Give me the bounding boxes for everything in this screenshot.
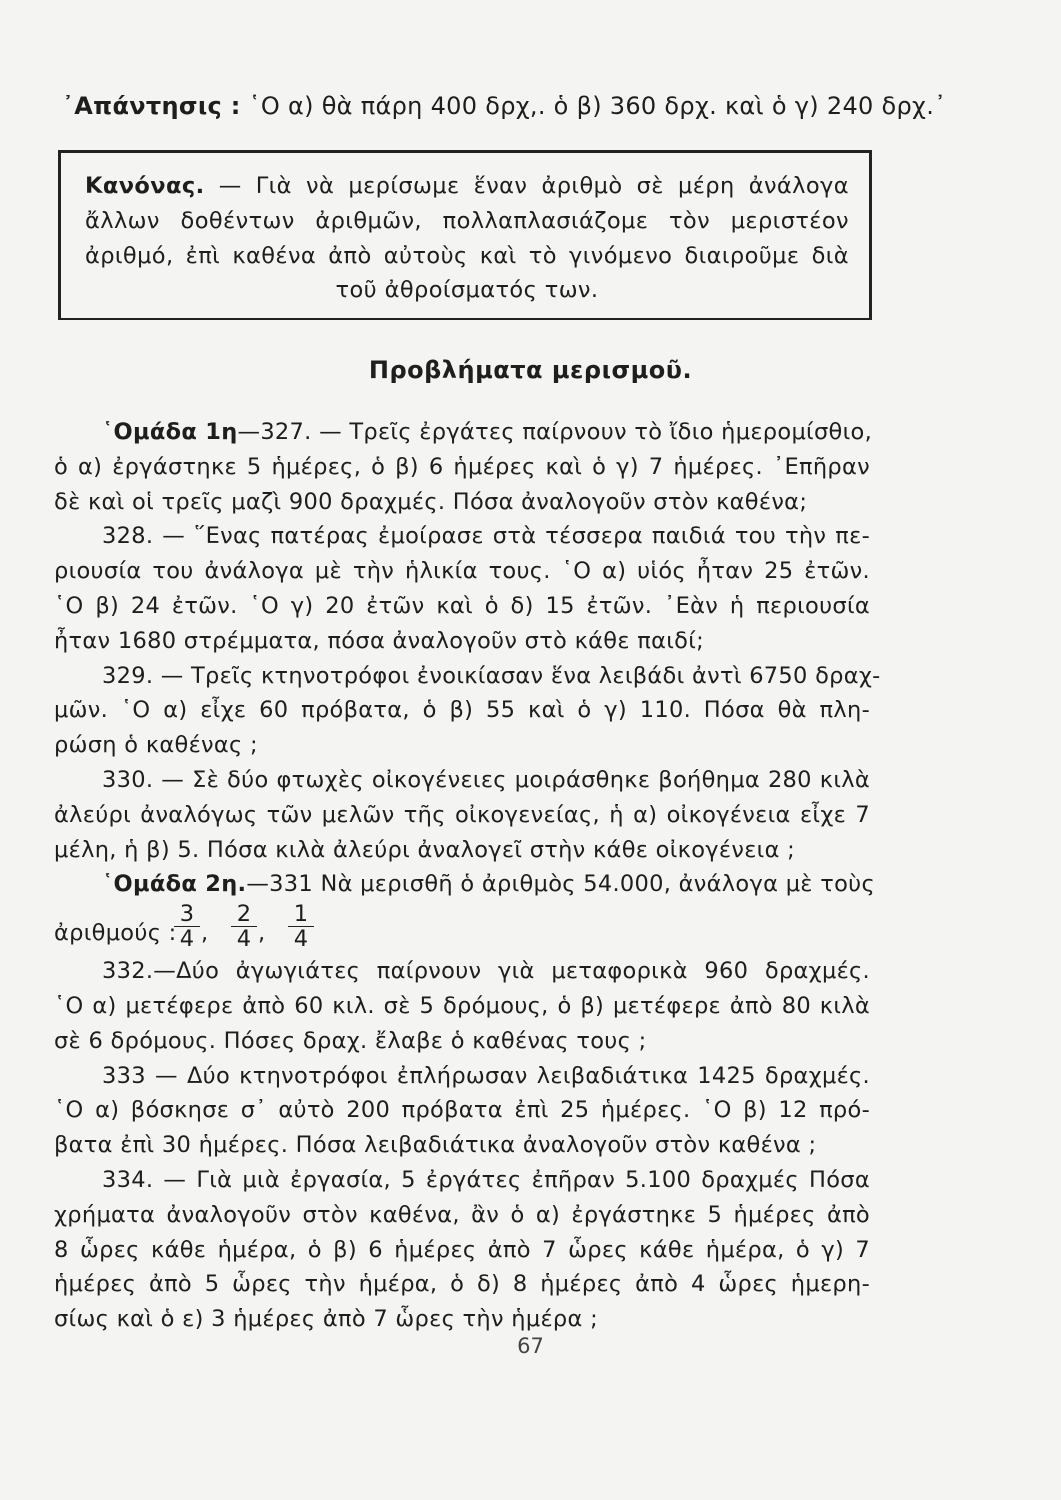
problem-332-line-3: σὲ 6 δρόμους. Πόσες δραχ. ἔλαβε ὁ καθένας τους ; [54,1027,647,1054]
rule-line-3: ἀριθμό, ἐπὶ καθένα ἀπὸ αὐτοὺς καὶ τὸ γινόμενο διαιροῦμε διὰ [85,242,849,269]
fraction-3: $\frac{1}{4}$ [288,902,314,951]
rule-title: Κανόνας. [85,173,205,199]
problem-330-line-2: ἀλεύρι ἀναλόγως τῶν μελῶν τῆς οἰκογενείας, ἡ α) οἰκογένεια εἶχε 7 [54,801,870,828]
page-number: 67 [517,1334,544,1358]
problem-328-line-2: ριουσία του ἀνάλογα μὲ τὴν ἡλικία τους. ῾Ο α) υἱός ἦταν 25 ἐτῶν. [54,558,870,585]
problem-327-line-2: ὁ α) ἐργάστηκε 5 ἡμέρες, ὁ β) 6 ἡμέρες καὶ ὁ γ) 7 ἡμέρες. ᾿Επῆραν [54,453,870,480]
problem-328-line-3: ῾Ο β) 24 ἐτῶν. ῾Ο γ) 20 ἐτῶν καὶ ὁ δ) 15 ἐτῶν. ᾿Εὰν ἡ περιουσία [54,592,870,619]
problem-329-line-1: 329. — Τρεῖς κτηνοτρόφοι ἐνοικίασαν ἕνα λειβάδι ἀντὶ 6750 δραχ- [102,662,881,689]
problem-329-line-2: μῶν. ῾Ο α) εἶχε 60 πρόβατα, ὁ β) 55 καὶ ὁ γ) 110. Πόσα θὰ πλη- [54,697,870,724]
problems-list [54,415,881,1337]
section-heading: Προβλήματα μερισμοῦ. [368,356,693,384]
problem-334-line-3: 8 ὧρες κάθε ἡμέρα, ὁ β) 6 ἡμέρες ἀπὸ 7 ὧρες κάθε ἡμέρα, ὁ γ) 7 [54,1236,870,1263]
problem-333-line-3: βατα ἐπὶ 30 ἡμέρες. Πόσα λειβαδιάτικα ἀναλογοῦν στὸν καθένα ; [54,1132,817,1159]
group-2-label: ῾Ομάδα 2η. [102,871,247,898]
answer-line [62,92,992,120]
fraction-2: $\frac{2}{4}$ [231,902,257,951]
problem-334-line-4: ἡμέρες ἀπὸ 5 ὧρες τὴν ἡμέρα, ὁ δ) 8 ἡμέρες ἀπὸ 4 ὧρες ἡμερη- [54,1271,870,1298]
rule-text [85,169,849,308]
problem-334-line-5: σίως καὶ ὁ ε) 3 ἡμέρες ἀπὸ 7 ὧρες τὴν ἡμέρα ; [54,1306,598,1333]
problem-330-line-3: μέλη, ἡ β) 5. Πόσα κιλὰ ἀλεύρι ἀναλογεῖ στὴν κάθε οἰκογένεια ; [54,836,796,863]
problem-333-line-2: ῾Ο α) βόσκησε σ᾿ αὐτὸ 200 πρόβατα ἐπὶ 25 ἡμέρες. ῾Ο β) 12 πρό- [54,1097,870,1124]
problem-332-line-2: ῾Ο α) μετέφερε ἀπὸ 60 κιλ. σὲ 5 δρόμους, ὁ β) μετέφερε ἀπὸ 80 κιλὰ [54,992,870,1019]
rule-box [58,150,872,320]
problem-328-line-4: ἦταν 1680 στρέμματα, πόσα ἀναλογοῦν στὸ κάθε παιδί; [54,627,705,654]
fraction-label: ἀριθμούς : [54,920,177,947]
problem-330-line-1: 330. — Σὲ δύο φτωχὲς οἰκογένειες μοιράσθηκε βοήθημα 280 κιλὰ [102,766,870,793]
group-1-label: ῾Ομάδα 1η [102,419,238,445]
problem-328-line-1: 328. — ῞Ενας πατέρας ἐμοίρασε στὰ τέσσερα παιδιά του τὴν πε- [102,523,870,550]
fraction-1: $\frac{3}{4}$ [174,902,200,951]
answer-label: ᾿Απάντησις : [62,92,241,120]
answer-text: ῾Ο α) θὰ πάρη 400 δρχ,. ὁ β) 360 δρχ. καὶ ὁ γ) 240 δρχ.᾿ [248,92,947,120]
fraction-row: ἀριθμούς : $\frac{3}{4}$ , $\frac{2}{4}$ , $\frac{1}{4}$ [54,902,870,954]
problem-334-line-2: χρήματα ἀναλογοῦν στὸν καθένα, ἂν ὁ α) ἐργάστηκε 5 ἡμέρες ἀπὸ [54,1201,870,1228]
problem-334-line-1: 334. — Γιὰ μιὰ ἐργασία, 5 ἐργάτες ἐπῆραν 5.100 δραχμές Πόσα [102,1166,870,1193]
rule-line-4: τοῦ ἀθροίσματός των. [335,277,599,304]
rule-line-2: ἄλλων δοθέντων ἀριθμῶν, πολλαπλασιάζομε τὸν μεριστέον [85,207,849,234]
problem-327-line-1: —327. — Τρεῖς ἐργάτες παίρνουν τὸ ἴδιο ἡμερομίσθιο, [237,419,873,445]
problem-331-line-1: —331 Νὰ μερισθῆ ὁ ἀριθμὸς 54.000, ἀνάλογα μὲ τοὺς [246,871,875,898]
problem-331 [54,867,875,902]
rule-line-1: — Γιὰ νὰ μερίσωμε ἕναν ἀριθμὸ σὲ μέρη ἀνάλογα [218,173,849,199]
problem-329-line-3: ρώση ὁ καθένας ; [54,732,258,759]
problem-332-line-1: 332.—Δύο ἀγωγιάτες παίρνουν γιὰ μεταφορικὰ 960 δραχμές. [102,958,870,985]
problem-333-line-1: 333 — Δύο κτηνοτρόφοι ἐπλήρωσαν λειβαδιάτικα 1425 δραχμές. [102,1062,870,1089]
problem-327 [54,415,873,450]
problem-327-line-3: δὲ καὶ οἱ τρεῖς μαζὶ 900 δραχμές. Πόσα ἀναλογοῦν στὸν καθένα; [54,488,808,515]
